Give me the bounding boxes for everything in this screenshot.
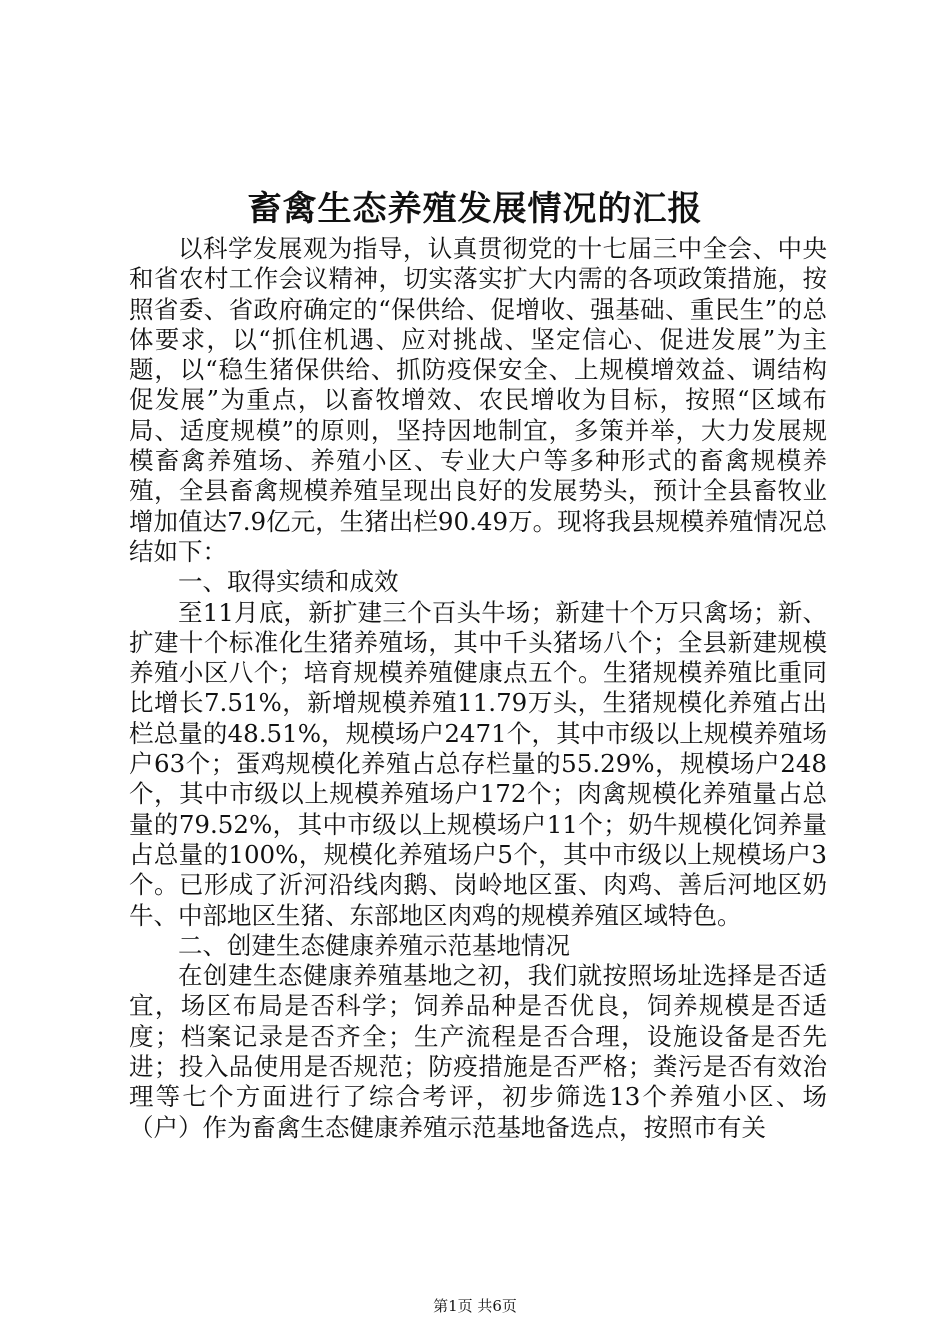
section-heading-demo-base: 二、创建生态健康养殖示范基地情况 [178,930,570,960]
paragraph-intro: 以科学发展观为指导，认真贯彻党的十七届三中全会、中央和省农村工作会议精神，切实落实扩大内需的各项政策措施，按照省委、省政府确定的“保供给、促增收、强基础、重民生”的总体要求，以“抓住机遇、应对挑战、坚定信心、促进发展”为主题，以“稳生猪保供给、抓防疫保安全、上规模增效益、调结构促发展”为重点，以畜牧增效、农民增收为目标，按照“区域布局、适度规模”的原则，坚持因地制宜，多策并举，大力发展规模畜禽养殖场、养殖小区、专业大户等多种形式的畜禽规模养殖，全县畜禽规模养殖呈现出良好的发展势头，预计全县畜牧业增加值达7.9亿元，生猪出栏90.49万。现将我县规模养殖情况总结如下： [129,234,827,566]
section-heading-achievements: 一、取得实绩和成效 [178,567,399,597]
paragraph-achievements: 至11月底，新扩建三个百头牛场；新建十个万只禽场；新、扩建十个标准化生猪养殖场，其中千头猪场八个；全县新建规模养殖小区八个；培育规模养殖健康点五个。生猪规模养殖比重同比增长7.51%，新增规模养殖11.79万头，生猪规模化养殖占出栏总量的48.51%，规模场户2471个，其中市级以上规模养殖场户63个；蛋鸡规模化养殖占总存栏量的55.29%，规模场户248个，其中市级以上规模养殖场户172个；肉禽规模化养殖量占总量的79.52%，其中市级以上规模场户11个；奶牛规模化饲养量占总量的100%，规模化养殖场户5个，其中市级以上规模场户3个。已形成了沂河沿线肉鹅、岗岭地区蛋、肉鸡、善后河地区奶牛、中部地区生猪、东部地区肉鸡的规模养殖区域特色。 [129,597,827,930]
page-number-footer: 第1页 共6页 [433,1297,517,1315]
document-body [129,234,827,1143]
document-title: 畜禽生态养殖发展情况的汇报 [247,189,703,229]
paragraph-demo-base: 在创建生态健康养殖基地之初，我们就按照场址选择是否适宜，场区布局是否科学；饲养品种是否优良，饲养规模是否适度；档案记录是否齐全；生产流程是否合理，设施设备是否先进；投入品使用是否规范；防疫措施是否严格；粪污是否有效治理等七个方面进行了综合考评，初步筛选13个养殖小区、场（户）作为畜禽生态健康养殖示范基地备选点，按照市有关 [129,961,827,1142]
